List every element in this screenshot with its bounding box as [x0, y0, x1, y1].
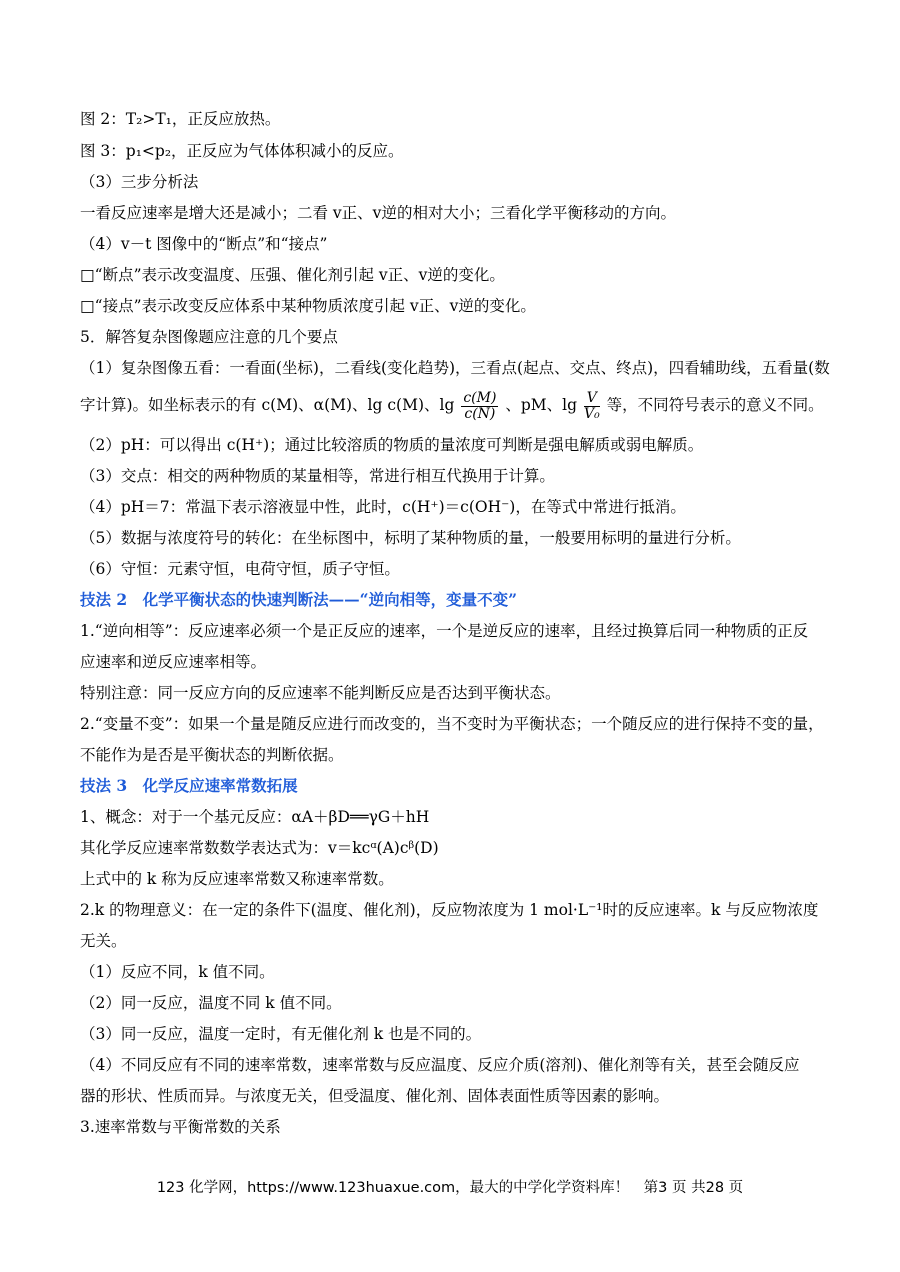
line: 5．解答复杂图像题应注意的几个要点 — [80, 328, 338, 346]
line: 其化学反应速率常数数学表达式为：v＝kcᵅ(A)cᵝ(D) — [80, 839, 439, 857]
line: 一看反应速率是增大还是减小；二看 v正、v逆的相对大小；三看化学平衡移动的方向。 — [80, 204, 676, 222]
fraction-numerator: V — [584, 391, 600, 407]
fraction-denominator: c(N) — [464, 405, 496, 422]
line: （3）同一反应，温度一定时，有无催化剂 k 也是不同的。 — [80, 1025, 482, 1043]
line: 2.k 的物理意义：在一定的条件下(温度、催化剂)，反应物浓度为 1 mol·L⁻¹时的反应速率。k 与反应物浓度 — [80, 901, 819, 919]
formula-suffix: 等，不同符号表示的意义不同。 — [606, 396, 824, 414]
line: （4）pH＝7：常温下表示溶液显中性，此时，c(H⁺)＝c(OH⁻)，在等式中常进行抵消。 — [80, 498, 686, 516]
line: 应速率和逆反应速率相等。 — [80, 653, 267, 671]
section-heading: 技法 3 化学反应速率常数拓展 — [80, 776, 298, 795]
line: （1）复杂图像五看：一看面(坐标)，二看线(变化趋势)，三看点(起点、交点、终点)，四看辅助线，五看量(数 — [80, 359, 830, 377]
line: （2）pH：可以得出 c(H⁺)；通过比较溶质的物质的量浓度可判断是强电解质或弱电解质。 — [80, 436, 704, 454]
line: □“断点”表示改变温度、压强、催化剂引起 v正、v逆的变化。 — [80, 266, 505, 284]
line: （3）交点：相交的两种物质的某量相等，常进行相互代换用于计算。 — [80, 467, 555, 485]
line: 1.“逆向相等”：反应速率必须一个是正反应的速率，一个是逆反应的速率，且经过换算后同一种物质的正反 — [80, 622, 809, 640]
line: （4）v－t 图像中的“断点”和“接点” — [80, 235, 328, 253]
formula-middle: 、pM、lg — [505, 396, 578, 414]
formula-line — [80, 386, 824, 424]
line: 2.“变量不变”：如果一个量是随反应进行而改变的，当不变时为平衡状态；一个随反应的进行保持不变的量， — [80, 715, 824, 733]
fraction — [461, 391, 498, 422]
line: 无关。 — [80, 932, 127, 950]
line: 图 3：p₁<p₂，正反应为气体体积减小的反应。 — [80, 142, 404, 160]
line: 上式中的 k 称为反应速率常数又称速率常数。 — [80, 870, 394, 888]
line: （1）反应不同，k 值不同。 — [80, 963, 275, 981]
line: □“接点”表示改变反应体系中某种物质浓度引起 v正、v逆的变化。 — [80, 297, 536, 315]
page-footer: 123 化学网，https://www.123huaxue.com，最大的中学化学资料库！ 第3 页 共28 页 — [156, 1180, 744, 1196]
line: 不能作为是否是平衡状态的判断依据。 — [80, 746, 344, 764]
fraction-numerator: c(M) — [463, 389, 497, 406]
line: （5）数据与浓度符号的转化：在坐标图中，标明了某种物质的量，一般要用标明的量进行分析。 — [80, 529, 741, 547]
line: （2）同一反应，温度不同 k 值不同。 — [80, 994, 342, 1012]
fraction — [584, 391, 600, 422]
line: （4）不同反应有不同的速率常数，速率常数与反应温度、反应介质(溶剂)、催化剂等有关，甚至会随反应 — [80, 1056, 800, 1074]
formula-prefix: 字计算)。如坐标表示的有 c(M)、α(M)、lg c(M)、lg — [80, 396, 455, 414]
line: 图 2：T₂>T₁，正反应放热。 — [80, 110, 281, 128]
line: （6）守恒：元素守恒，电荷守恒，质子守恒。 — [80, 560, 400, 578]
line: 特别注意：同一反应方向的反应速率不能判断反应是否达到平衡状态。 — [80, 684, 561, 702]
line: 器的形状、性质而异。与浓度无关，但受温度、催化剂、固体表面性质等因素的影响。 — [80, 1087, 670, 1105]
line: （3）三步分析法 — [80, 173, 199, 191]
line: 3.速率常数与平衡常数的关系 — [80, 1118, 281, 1136]
fraction-denominator: V₀ — [584, 405, 600, 422]
section-heading: 技法 2 化学平衡状态的快速判断法——“逆向相等，变量不变” — [80, 590, 518, 609]
line: 1、概念：对于一个基元反应：αA＋βD══γG＋hH — [80, 808, 430, 826]
